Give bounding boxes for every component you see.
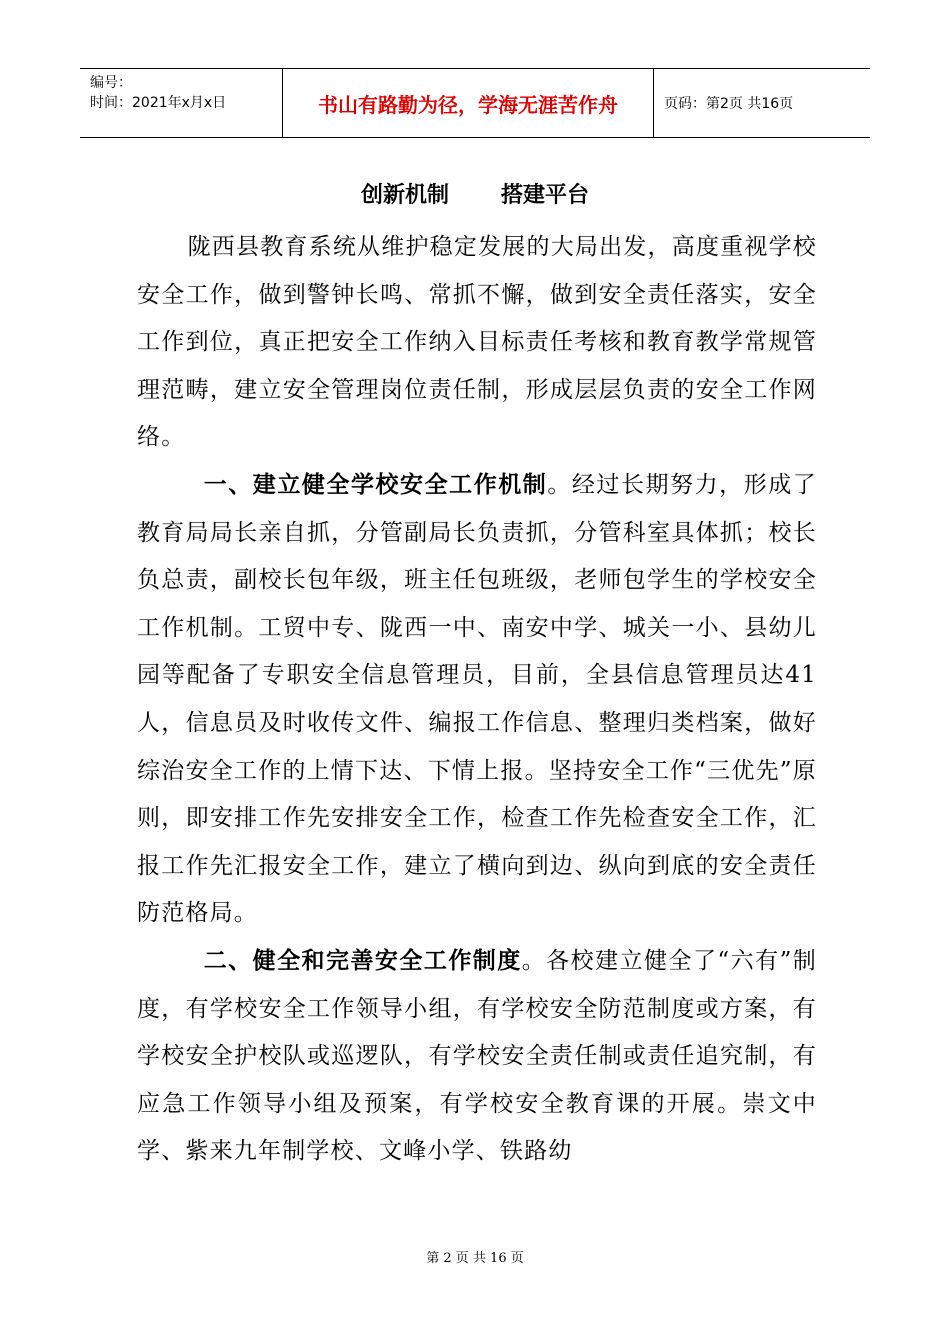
title-part-1: 创新机制 — [360, 183, 449, 208]
header-page-info: 页码：第2页 共16页 — [664, 96, 794, 112]
section-1-paragraph — [137, 462, 817, 938]
section-2-text: 。各校建立健全了“六有”制度，有学校安全工作领导小组，有学校安全防范制度或方案，有学校安全护校队或巡逻队，有学校安全责任制或责任追究制，有应急工作领导小组及预案，有学校安全教育课的开展。崇文中学、紫来九年制学校、文峰小学、铁路幼 — [137, 947, 817, 1165]
intro-paragraph: 陇西县教育系统从维护稳定发展的大局出发，高度重视学校安全工作，做到警钟长鸣、常抓不懈，做到安全责任落实，安全工作到位，真正把安全工作纳入目标责任考核和教育教学常规管理范畴，建立安全管理岗位责任制，形成层层负责的安全工作网络。 — [137, 234, 817, 451]
section-1-text: 。经过长期努力，形成了教育局局长亲自抓，分管副局长负责抓，分管科室具体抓；校长负总责，副校长包年级，班主任包班级，老师包学生的学校安全工作机制。工贸中专、陇西一中、南安中学、城关一小、县幼儿园等配备了专职安全信息管理员，目前，全县信息管理员达41人，信息员及时收传文件、编报工作信息、整理归类档案，做好综治安全工作的上情下达、下情上报。坚持安全工作“三优先”原则，即安排工作先安排安全工作，检查工作先检查安全工作，汇报工作先汇报安全工作，建立了横向到边、纵向到底的安全责任防范格局。 — [137, 471, 817, 927]
time-label: 时间：2021年x月x日 — [90, 95, 227, 111]
title-part-2: 搭建平台 — [501, 183, 590, 208]
section-1-heading: 一、建立健全学校安全工作机制 — [203, 471, 548, 498]
header-table — [80, 68, 870, 138]
number-label: 编号： — [90, 75, 132, 91]
document-title — [0, 178, 950, 209]
document-body — [137, 224, 817, 1176]
header-meta — [80, 69, 283, 137]
page-footer: 第 2 页 共 16 页 — [426, 1251, 524, 1266]
header-motto: 书山有路勤为径，学海无涯苦作舟 — [283, 69, 654, 137]
section-2-heading: 二、健全和完善安全工作制度 — [203, 947, 522, 974]
section-2-paragraph — [137, 938, 817, 1176]
